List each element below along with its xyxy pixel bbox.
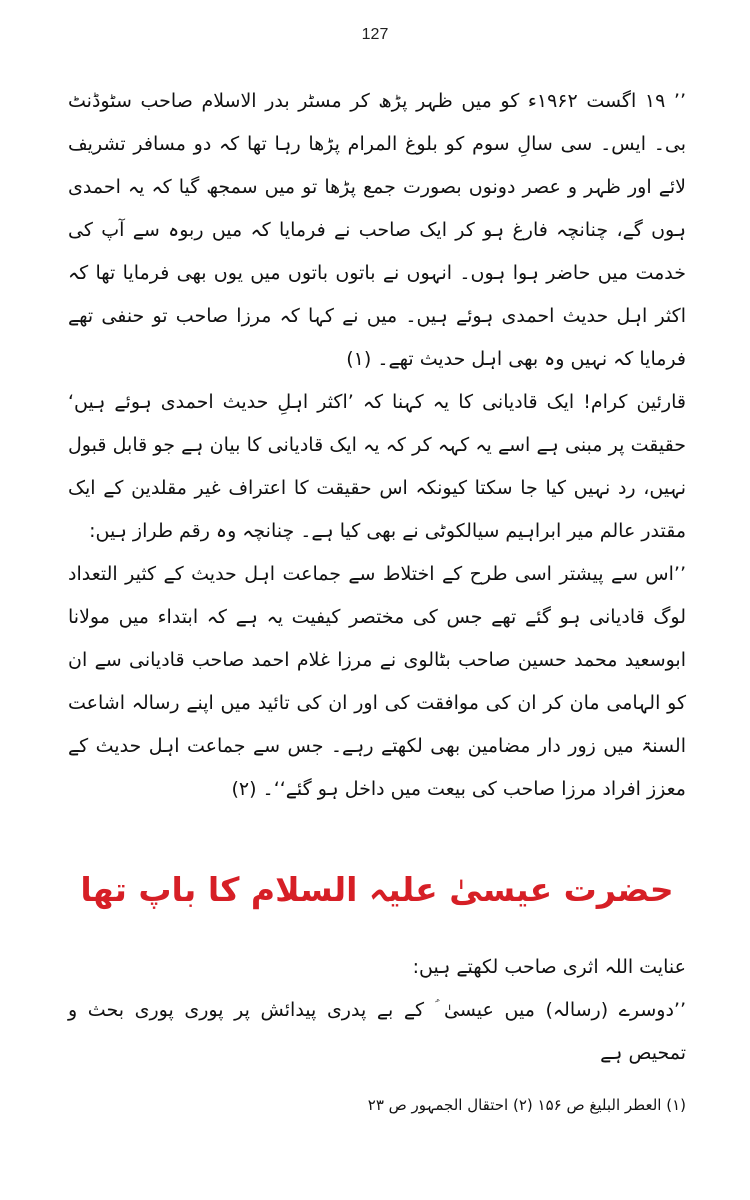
intro-line: عنایت اللہ اثری صاحب لکھتے ہیں: [412,956,686,978]
body-text [68,80,686,811]
paragraph-commentary: قارئین کرام! ایک قادیانی کا یہ کہنا کہ ’اکثر اہلِ حدیث احمدی ہوئے ہیں‘ حقیقت پر مبنی ہے اسے یہ کہہ کر کہ یہ ایک قادیانی کا بیان ہے جو قابل قبول نہیں، رد نہیں کیا جا سکتا کیونکہ اس حقیقت کا اعتراف غیر مقلدین کے ایک مقتدر عالم میر ابراہیم سیالکوٹی نے بھی کیا ہے۔ چنانچہ وہ رقم طراز ہیں: [68,391,686,542]
section-heading: حضرت عیسیٰ علیہ السلام کا باپ تھا [80,870,674,909]
quote-line: ’’دوسرے (رسالہ) میں عیسیٰ ؑ کے بے پدری پیدائش پر پوری پوری بحث و تمحیص ہے [68,999,686,1064]
page-number: 127 [361,26,389,43]
footnotes: (۱) العطر البلیغ ص ۱۵۶ (۲) احتقال الجمہور ص ۲۳ [367,1096,686,1114]
paragraph-quote-sialkoti: ’’اس سے پیشتر اسی طرح کے اختلاط سے جماعت اہل حدیث کے کثیر التعداد لوگ قادیانی ہو گئے تھے جس کی مختصر کیفیت یہ ہے کہ ابتداء میں مولانا ابوسعید محمد حسین صاحب بٹالوی نے مرزا غلام احمد صاحب قادیانی سے ان کو الہامی مان کر ان کی موافقت کی اور ان کی تائید میں اپنے رسالہ اشاعت السنۃ میں زور دار مضامین بھی لکھتے رہے۔ جس سے جماعت اہل حدیث کے معزز افراد مرزا صاحب کی بیعت میں داخل ہو گئے‘‘۔ (۲) [68,563,686,800]
section-intro [68,946,686,1075]
paragraph-quote-rabwah: ’’ ۱۹ اگست ۱۹۶۲ء کو میں ظہر پڑھ کر مسٹر بدر الاسلام صاحب سٹوڈنٹ بی۔ ایس۔ سی سالِ سوم کو بلوغ المرام پڑھا رہا تھا کہ دو مسافر تشریف لائے اور ظہر و عصر دونوں بصورت جمع پڑھا تو میں سمجھ گیا کہ یہ احمدی ہوں گے، چنانچہ فارغ ہو کر ایک صاحب نے فرمایا کہ میں ربوہ سے آپ کی خدمت میں حاضر ہوا ہوں۔ انہوں نے باتوں باتوں میں یوں بھی فرمایا تھا کہ اکثر اہل حدیث احمدی ہوئے ہیں۔ میں نے کہا کہ مرزا صاحب تو حنفی تھے فرمایا کہ نہیں وہ بھی اہل حدیث تھے۔ (۱) [68,90,687,370]
